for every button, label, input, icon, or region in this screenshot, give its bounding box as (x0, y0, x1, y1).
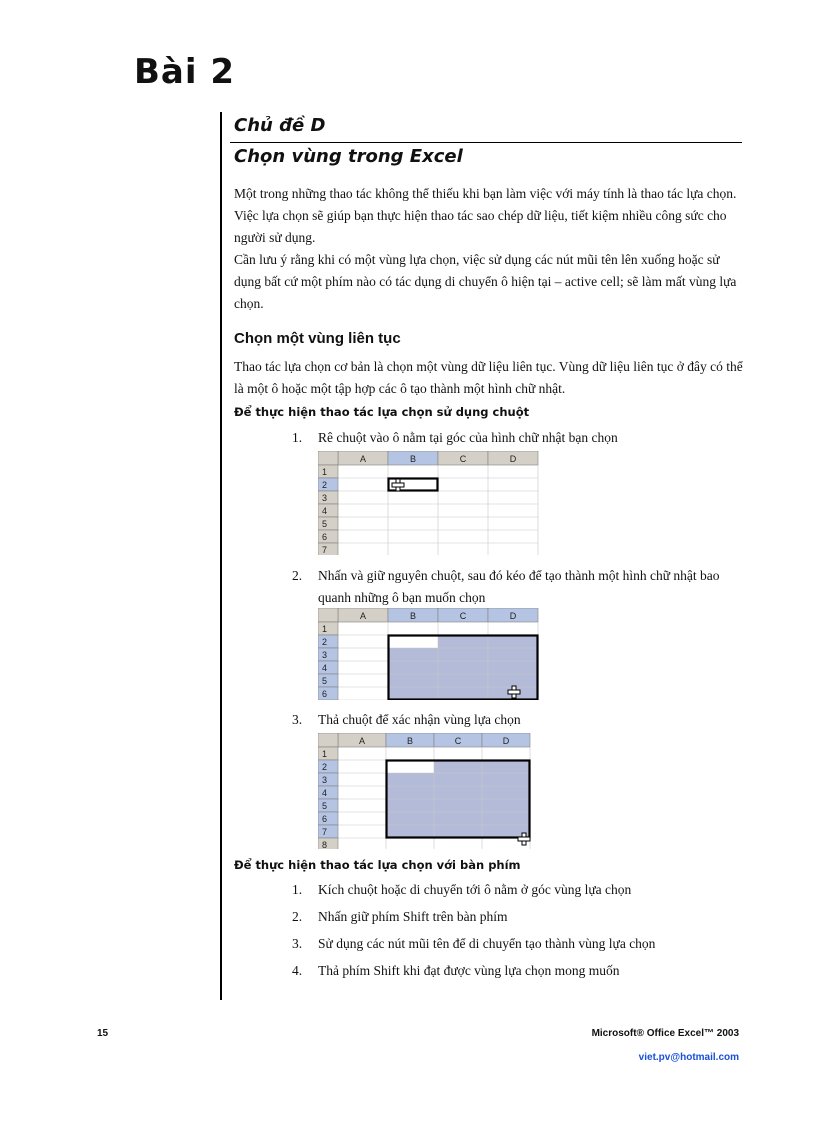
title-divider (230, 142, 742, 143)
row-header-label: 5 (322, 676, 328, 686)
spreadsheet-screenshot-3 (318, 733, 544, 849)
row-header-label: 1 (322, 467, 328, 477)
mouse-step-1-number: 1. (292, 430, 303, 445)
row-header-cell (318, 491, 338, 504)
column-header-label: C (459, 454, 467, 464)
row-header-label: 7 (322, 827, 328, 837)
section-heading: Chọn một vùng liên tục (234, 330, 401, 347)
keyboard-step-3-text: Sử dụng các nút mũi tên để di chuyển tạo thành vùng lựa chọn (318, 936, 656, 951)
column-header-label: B (406, 736, 414, 746)
column-header-label: C (454, 736, 462, 746)
keyboard-step-2-text: Nhấn giữ phím Shift trên bàn phím (318, 909, 508, 924)
sheet-background (318, 451, 538, 555)
keyboard-subheading: Để thực hiện thao tác lựa chọn với bàn phím (234, 858, 521, 872)
mouse-step-1-text: Rê chuột vào ô nằm tại góc của hình chữ nhật bạn chọn (318, 430, 618, 445)
row-header-label: 4 (322, 663, 328, 673)
column-header-label: D (509, 454, 517, 464)
column-header-label: D (509, 611, 517, 621)
mouse-step-2-text: Nhấn và giữ nguyên chuột, sau đó kéo để tạo thành một hình chữ nhật bao quanh những ô bạn muốn chọn (318, 568, 720, 605)
row-header-label: 1 (322, 624, 328, 634)
row-header-cell (318, 747, 338, 760)
row-header-label: 6 (322, 689, 328, 699)
lesson-title: Bài 2 (134, 52, 236, 92)
mouse-step-2-number: 2. (292, 568, 303, 583)
keyboard-step-1-text: Kích chuột hoặc di chuyển tới ô nằm ở góc vùng lựa chọn (318, 882, 632, 897)
row-header-label: 2 (322, 762, 328, 772)
keyboard-step-2-number: 2. (292, 909, 303, 924)
column-header-label: D (502, 736, 510, 746)
row-header-label: 6 (322, 532, 328, 542)
row-header-label: 2 (322, 637, 328, 647)
left-vertical-rule (220, 112, 222, 1000)
column-header-label: A (359, 454, 367, 464)
page-number: 15 (97, 1028, 109, 1039)
active-cell (387, 761, 434, 773)
row-header-cell (318, 465, 338, 478)
spreadsheet-screenshot-1 (318, 451, 542, 555)
row-header-cell (318, 622, 338, 635)
row-header-cell (318, 687, 338, 700)
active-cell (389, 636, 438, 648)
footer-product-title: Microsoft® Office Excel™ 2003 (591, 1028, 739, 1039)
cursor-cross-center (397, 484, 400, 487)
row-header-cell (318, 799, 338, 812)
column-header-label: C (459, 611, 467, 621)
keyboard-step-3-number: 3. (292, 936, 303, 951)
row-header-label: 1 (322, 749, 328, 759)
row-header-label: 8 (322, 840, 328, 849)
intro-paragraph-1: Một trong những thao tác không thể thiếu khi bạn làm việc với máy tính là thao tác lựa chọn. Việc lựa chọn sẽ giúp bạn thực hiện thao tác sao chép dữ liệu, tiết kiệm nhiều công sức cho người sử dụng. (234, 186, 737, 245)
row-header-label: 3 (322, 493, 328, 503)
row-header-cell (318, 543, 338, 555)
row-header-cell (318, 478, 338, 491)
row-header-cell (318, 517, 338, 530)
row-header-cell (318, 773, 338, 786)
keyboard-step-4-number: 4. (292, 963, 303, 978)
row-header-cell (318, 760, 338, 773)
row-header-label: 6 (322, 814, 328, 824)
corner-cell (318, 733, 338, 747)
row-header-cell (318, 812, 338, 825)
row-header-label: 4 (322, 506, 328, 516)
corner-cell (318, 608, 338, 622)
row-header-label: 3 (322, 775, 328, 785)
keyboard-step-1-number: 1. (292, 882, 303, 897)
corner-cell (318, 451, 338, 465)
row-header-label: 5 (322, 519, 328, 529)
row-header-cell (318, 825, 338, 838)
column-header-label: A (359, 611, 367, 621)
row-header-label: 2 (322, 480, 328, 490)
cursor-cross-center (513, 691, 516, 694)
mouse-step-3-number: 3. (292, 712, 303, 727)
row-header-cell (318, 648, 338, 661)
topic-title: Chủ đề D (234, 115, 326, 136)
row-header-cell (318, 661, 338, 674)
page-subtitle: Chọn vùng trong Excel (234, 146, 463, 167)
keyboard-step-4-text: Thả phím Shift khi đạt được vùng lựa chọn mong muốn (318, 963, 620, 978)
cursor-cross-center (523, 838, 526, 841)
row-header-cell (318, 635, 338, 648)
column-header-label: A (358, 736, 366, 746)
row-header-label: 7 (322, 545, 328, 555)
spreadsheet-screenshot-2 (318, 608, 542, 700)
row-header-label: 5 (322, 801, 328, 811)
mouse-subheading: Để thực hiện thao tác lựa chọn sử dụng chuột (234, 405, 530, 419)
footer-email-link[interactable]: viet.pv@hotmail.com (638, 1052, 739, 1063)
intro-paragraph-2: Cần lưu ý rằng khi có một vùng lựa chọn, việc sử dụng các nút mũi tên lên xuống hoặc sử dụng bất cứ một phím nào có tác dụng di chuyển ô hiện tại – active cell; sẽ làm mất vùng lựa chọn. (234, 252, 737, 311)
row-header-label: 4 (322, 788, 328, 798)
row-header-cell (318, 786, 338, 799)
row-header-cell (318, 674, 338, 687)
row-header-cell (318, 838, 338, 849)
column-header-label: B (409, 454, 417, 464)
section-paragraph: Thao tác lựa chọn cơ bản là chọn một vùng dữ liệu liên tục. Vùng dữ liệu liên tục ở đây có thể là một ô hoặc một tập hợp các ô tạo thành một hình chữ nhật. (234, 359, 743, 396)
row-header-cell (318, 530, 338, 543)
mouse-step-3-text: Thả chuột để xác nhận vùng lựa chọn (318, 712, 521, 727)
row-header-cell (318, 504, 338, 517)
row-header-label: 3 (322, 650, 328, 660)
column-header-label: B (409, 611, 417, 621)
